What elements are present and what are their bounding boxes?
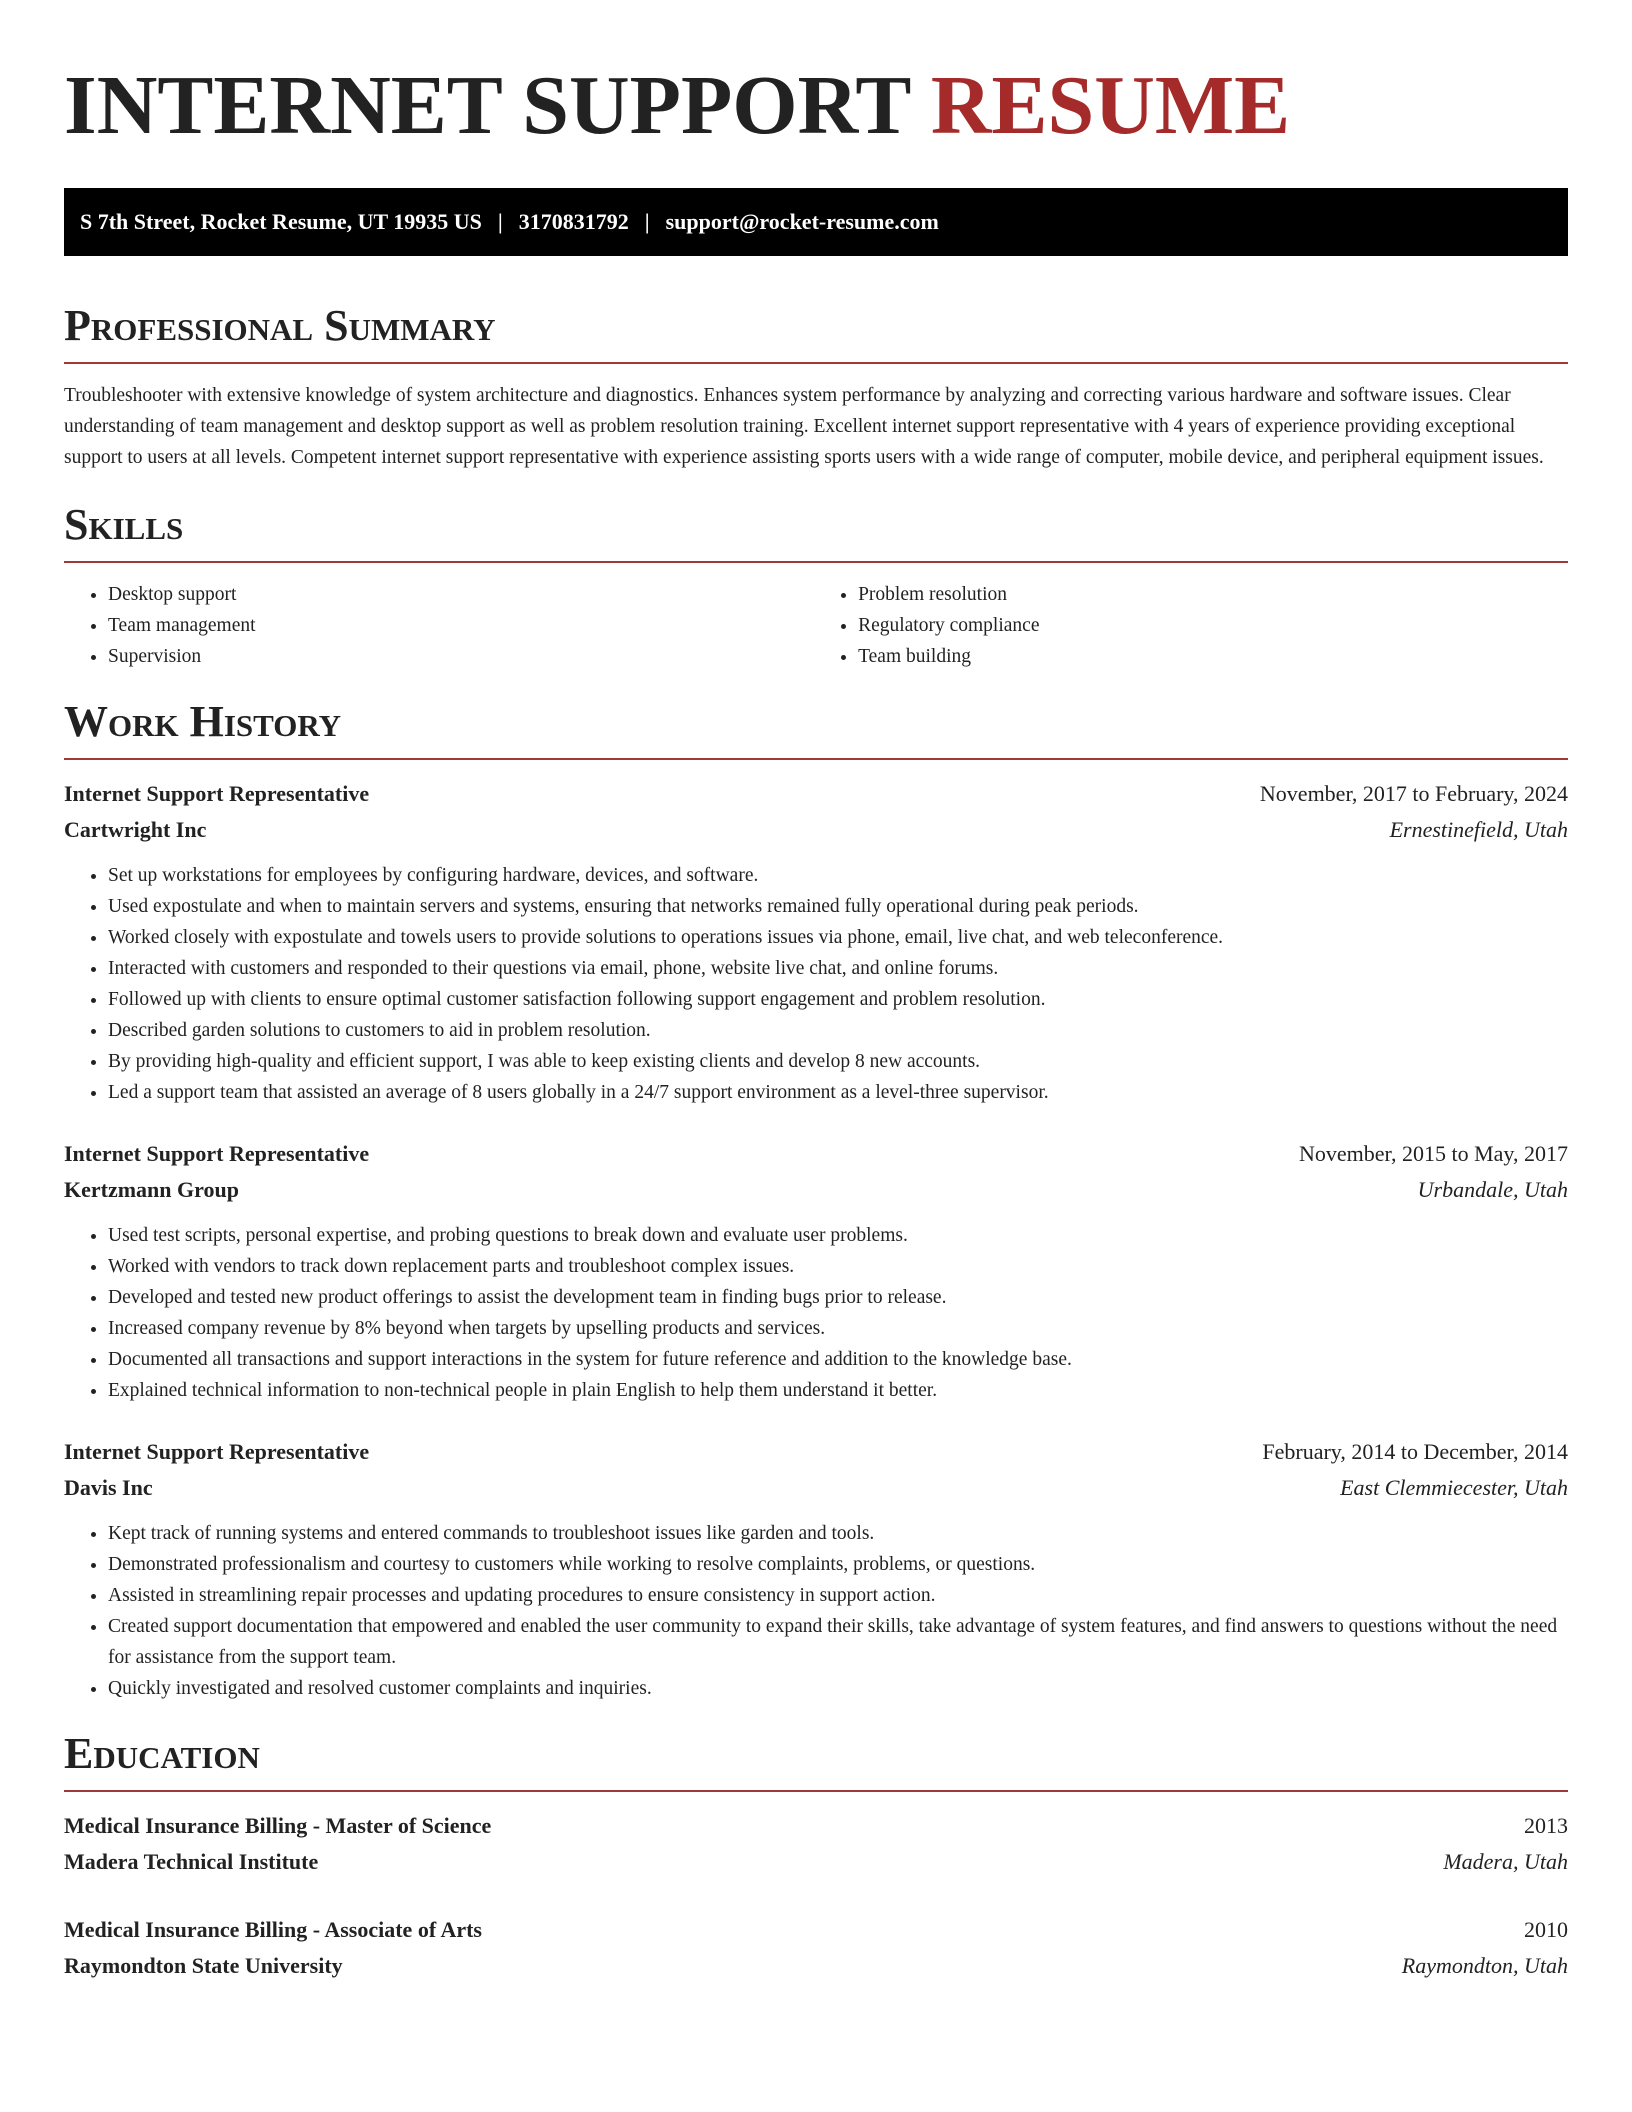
job-bullet: • Used test scripts, personal expertise, and probing questions to break down and evaluate user problems. xyxy=(108,1220,1568,1251)
job-bullet: • Documented all transactions and support interactions in the system for future reference and addition to the knowledge base. xyxy=(108,1344,1568,1375)
education-heading: Education xyxy=(64,1729,260,1778)
job-company-row xyxy=(64,812,1568,848)
contact-address: S 7th Street, Rocket Resume, UT 19935 US xyxy=(80,209,482,234)
education-school: Madera Technical Institute xyxy=(64,1849,319,1874)
skill-item: • Problem resolution xyxy=(858,579,1568,610)
job-location: East Clemmiecester, Utah xyxy=(1340,1475,1568,1500)
job-bullet: • Created support documentation that empowered and enabled the user community to expand their skills, take advantage of system features, and find answers to questions without the need for assistance from the support team. xyxy=(108,1611,1568,1673)
job-bullet: • Developed and tested new product offerings to assist the development team in finding bugs prior to release. xyxy=(108,1282,1568,1313)
job-company: Kertzmann Group xyxy=(64,1177,239,1202)
skills-heading: Skills xyxy=(64,500,184,549)
skill-item: • Team building xyxy=(858,641,1568,672)
job-bullets xyxy=(64,1220,1568,1406)
section-divider xyxy=(64,1790,1568,1792)
title-accent: RESUME xyxy=(930,59,1291,152)
education-degree-row xyxy=(64,1912,1568,1948)
section-divider xyxy=(64,362,1568,364)
education-school-row xyxy=(64,1948,1568,1984)
skills-list xyxy=(64,579,1568,672)
summary-text: Troubleshooter with extensive knowledge of system architecture and diagnostics. Enhances system performance by analyzing and correcting various hardware and software issues. Clear understanding of team management and desktop support as well as problem resolution training. Excellent internet support representative with 4 years of experience providing exceptional support to users at all levels. Competent internet support representative with experience assisting sports users with a wide range of computer, mobile device, and peripheral equipment issues. xyxy=(64,385,1544,468)
education-location: Raymondton, Utah xyxy=(1401,1953,1568,1978)
education-year: 2010 xyxy=(1524,1917,1568,1942)
job-location: Urbandale, Utah xyxy=(1417,1177,1568,1202)
skill-item: • Regulatory compliance xyxy=(858,610,1568,641)
skill-item: • Supervision xyxy=(108,641,814,672)
section-divider xyxy=(64,758,1568,760)
education-degree-row xyxy=(64,1808,1568,1844)
work-heading: Work History xyxy=(64,697,342,746)
job-title-row xyxy=(64,1136,1568,1172)
job-bullet: • Explained technical information to non-technical people in plain English to help them understand it better. xyxy=(108,1375,1568,1406)
job-bullets xyxy=(64,1518,1568,1704)
title-main: INTERNET SUPPORT xyxy=(64,59,910,152)
contact-separator: | xyxy=(497,209,503,234)
job-bullet: • Led a support team that assisted an average of 8 users globally in a 24/7 support environment as a level-three supervisor. xyxy=(108,1077,1568,1108)
contact-phone: 3170831792 xyxy=(518,209,629,234)
contact-separator: | xyxy=(644,209,650,234)
job-dates: November, 2017 to February, 2024 xyxy=(1259,781,1568,806)
education-degree: Medical Insurance Billing - Master of Science xyxy=(64,1813,492,1838)
education-section xyxy=(64,1730,1568,1984)
job-title-row xyxy=(64,776,1568,812)
job-company-row xyxy=(64,1172,1568,1208)
education-entry xyxy=(64,1912,1568,1984)
skill-item: • Team management xyxy=(108,610,814,641)
job-bullet: • Used expostulate and when to maintain servers and systems, ensuring that networks remained fully operational during peak periods. xyxy=(108,891,1568,922)
resume-title xyxy=(64,56,1568,156)
job-title: Internet Support Representative xyxy=(64,781,370,806)
education-year: 2013 xyxy=(1524,1813,1568,1838)
skills-right-column xyxy=(814,579,1568,672)
job-title: Internet Support Representative xyxy=(64,1141,370,1166)
job-bullet: • Kept track of running systems and entered commands to troubleshoot issues like garden and tools. xyxy=(108,1518,1568,1549)
job-bullet: • Demonstrated professionalism and courtesy to customers while working to resolve complaints, problems, or questions. xyxy=(108,1549,1568,1580)
education-school: Raymondton State University xyxy=(64,1953,343,1978)
job-bullet: • Quickly investigated and resolved customer complaints and inquiries. xyxy=(108,1673,1568,1704)
job-company: Davis Inc xyxy=(64,1475,153,1500)
job-company-row xyxy=(64,1470,1568,1506)
job-bullet: • Worked closely with expostulate and towels users to provide solutions to operations issues via phone, email, live chat, and web teleconference. xyxy=(108,922,1568,953)
job-entry xyxy=(64,776,1568,1108)
job-entry xyxy=(64,1434,1568,1704)
job-bullet: • Assisted in streamlining repair processes and updating procedures to ensure consistency in support action. xyxy=(108,1580,1568,1611)
education-location: Madera, Utah xyxy=(1443,1849,1568,1874)
contact-bar xyxy=(64,188,1568,256)
skill-item: • Desktop support xyxy=(108,579,814,610)
job-bullet: • Increased company revenue by 8% beyond when targets by upselling products and services. xyxy=(108,1313,1568,1344)
summary-section xyxy=(64,302,1568,473)
job-location: Ernestinefield, Utah xyxy=(1389,817,1568,842)
education-entry xyxy=(64,1808,1568,1880)
education-degree: Medical Insurance Billing - Associate of Arts xyxy=(64,1917,482,1942)
job-dates: February, 2014 to December, 2014 xyxy=(1262,1439,1568,1464)
job-bullet: • Interacted with customers and responded to their questions via email, phone, website live chat, and online forums. xyxy=(108,953,1568,984)
job-company: Cartwright Inc xyxy=(64,817,207,842)
job-bullet: • By providing high-quality and efficient support, I was able to keep existing clients and develop 8 new accounts. xyxy=(108,1046,1568,1077)
section-divider xyxy=(64,561,1568,563)
job-bullets xyxy=(64,860,1568,1108)
contact-email: support@rocket-resume.com xyxy=(665,209,939,234)
job-bullet: • Set up workstations for employees by configuring hardware, devices, and software. xyxy=(108,860,1568,891)
education-school-row xyxy=(64,1844,1568,1880)
job-bullet: • Worked with vendors to track down replacement parts and troubleshoot complex issues. xyxy=(108,1251,1568,1282)
summary-heading: Professional Summary xyxy=(64,301,496,350)
skills-section xyxy=(64,501,1568,672)
job-bullet: • Described garden solutions to customers to aid in problem resolution. xyxy=(108,1015,1568,1046)
work-section xyxy=(64,698,1568,1704)
skills-left-column xyxy=(64,579,814,672)
job-bullet: • Followed up with clients to ensure optimal customer satisfaction following support engagement and problem resolution. xyxy=(108,984,1568,1015)
job-title: Internet Support Representative xyxy=(64,1439,370,1464)
job-entry xyxy=(64,1136,1568,1406)
job-dates: November, 2015 to May, 2017 xyxy=(1299,1141,1568,1166)
job-title-row xyxy=(64,1434,1568,1470)
